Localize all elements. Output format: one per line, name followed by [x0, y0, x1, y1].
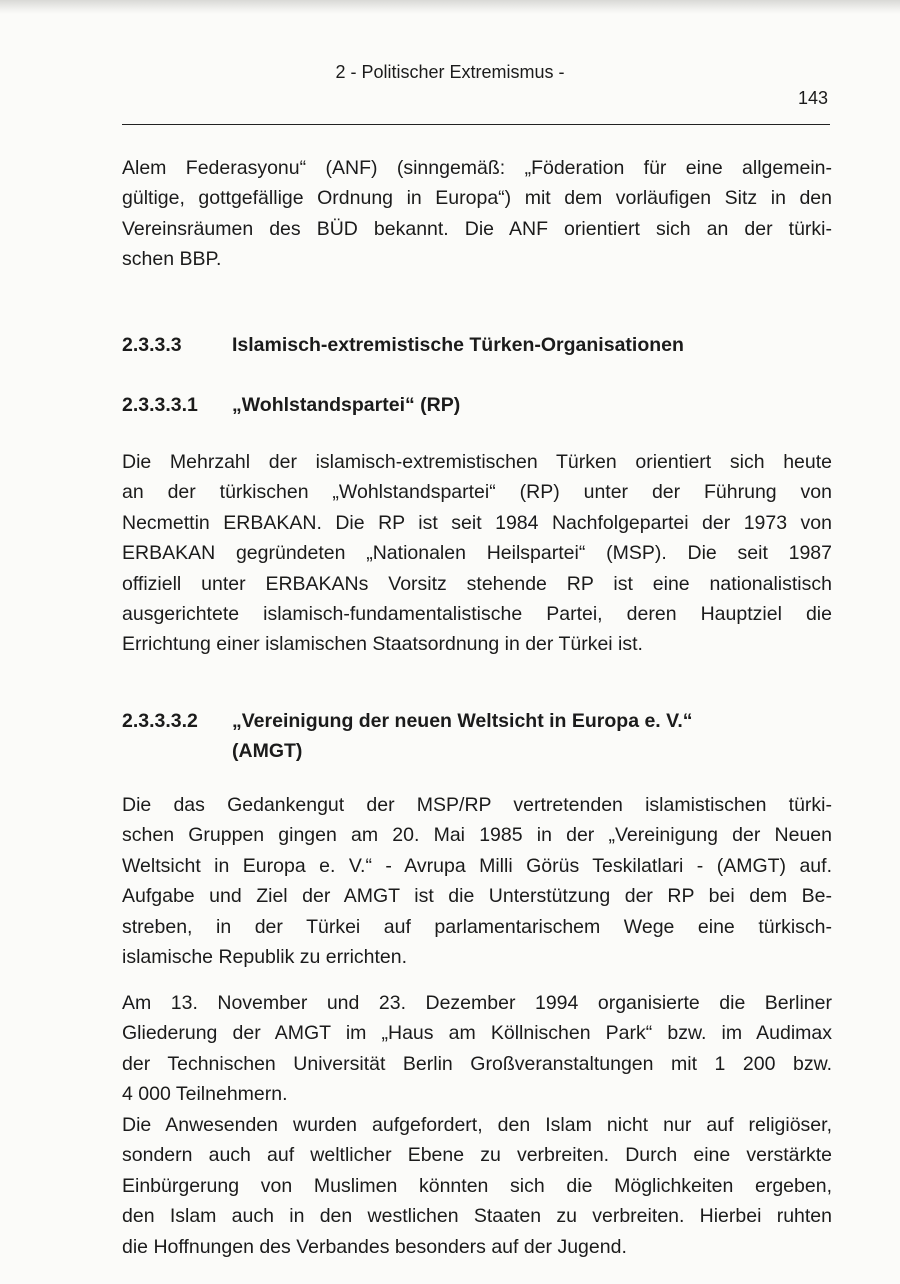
section-number: 2.3.3.3 [122, 334, 182, 356]
text-line: Necmettin ERBAKAN. Die RP ist seit 1984 Nachfolgepartei der 1973 von [122, 511, 832, 534]
text-line: Aufgabe und Ziel der AMGT ist die Unterstützung der RP bei dem Be- [122, 885, 832, 908]
text-line: offiziell unter ERBAKANs Vorsitz stehende RP ist eine nationalistisch [122, 572, 832, 595]
paragraph-amgt [122, 790, 832, 972]
section-title: Islamisch-extremistische Türken-Organisationen [232, 334, 684, 356]
text-line: ausgerichtete islamisch-fundamentalistische Partei, deren Hauptziel die [122, 603, 832, 626]
text-line: 4 000 Teilnehmern. [122, 1083, 288, 1106]
text-line: sondern auch auf weltlicher Ebene zu verbreiten. Durch eine verstärkte [122, 1144, 832, 1167]
running-header: 2 - Politischer Extremismus - [335, 62, 565, 82]
text-line: der Technischen Universität Berlin Großveranstaltungen mit 1 200 bzw. [122, 1052, 832, 1075]
text-line: Weltsicht in Europa e. V.“ - Avrupa Milli Görüs Teskilatlari - (AMGT) auf. [122, 854, 832, 877]
text-line: Die das Gedankengut der MSP/RP vertretenden islamistischen türki- [122, 794, 832, 816]
text-line: Die Mehrzahl der islamisch-extremistischen Türken orientiert sich heute [122, 451, 832, 473]
header-divider [122, 124, 830, 125]
page-number: 143 [797, 88, 828, 108]
text-line: die Hoffnungen des Verbandes besonders auf der Jugend. [122, 1235, 627, 1258]
text-line: islamische Republik zu errichten. [122, 946, 408, 969]
text-line: streben, in der Türkei auf parlamentarischem Wege eine türkisch- [122, 915, 832, 938]
text-line: Am 13. November und 23. Dezember 1994 organisierte die Berliner [122, 992, 832, 1014]
text-line: an der türkischen „Wohlstandspartei“ (RP) unter der Führung von [122, 481, 832, 504]
section-title: „Vereinigung der neuen Weltsicht in Europa e. V.“ [232, 710, 693, 732]
text-line: Vereinsräumen des BÜD bekannt. Die ANF orientiert sich an der türki- [122, 217, 832, 240]
text-line: Die Anwesenden wurden aufgefordert, den Islam nicht nur auf religiöser, [122, 1114, 832, 1136]
text-line: schen BBP. [122, 248, 222, 271]
text-line: gültige, gottgefällige Ordnung in Europa“) mit dem vorläufigen Sitz in den [122, 187, 832, 210]
text-line: den Islam auch in den westlichen Staaten zu verbreiten. Hierbei ruhten [122, 1205, 832, 1228]
text-line: schen Gruppen gingen am 20. Mai 1985 in der „Vereinigung der Neuen [122, 824, 832, 847]
section-number: 2.3.3.3.1 [122, 394, 198, 416]
text-line: Errichtung einer islamischen Staatsordnung in der Türkei ist. [122, 633, 643, 656]
text-line: Alem Federasyonu“ (ANF) (sinngemäß: „Föderation für eine allgemein- [122, 157, 832, 179]
section-title: „Wohlstandspartei“ (RP) [232, 394, 461, 416]
paragraph-anf [122, 153, 832, 275]
text-line: Gliederung der AMGT im „Haus am Köllnischen Park“ bzw. im Audimax [122, 1022, 832, 1045]
paragraph-rp [122, 447, 832, 660]
section-title-continued: (AMGT) [232, 740, 303, 762]
text-line: ERBAKAN gegründeten „Nationalen Heilspartei“ (MSP). Die seit 1987 [122, 542, 832, 565]
paragraph-events [122, 988, 832, 1110]
text-line: Einbürgerung von Muslimen könnten sich die Möglichkeiten ergeben, [122, 1174, 832, 1197]
paragraph-appeal [122, 1110, 832, 1262]
scan-edge [0, 0, 900, 14]
section-number: 2.3.3.3.2 [122, 710, 198, 732]
